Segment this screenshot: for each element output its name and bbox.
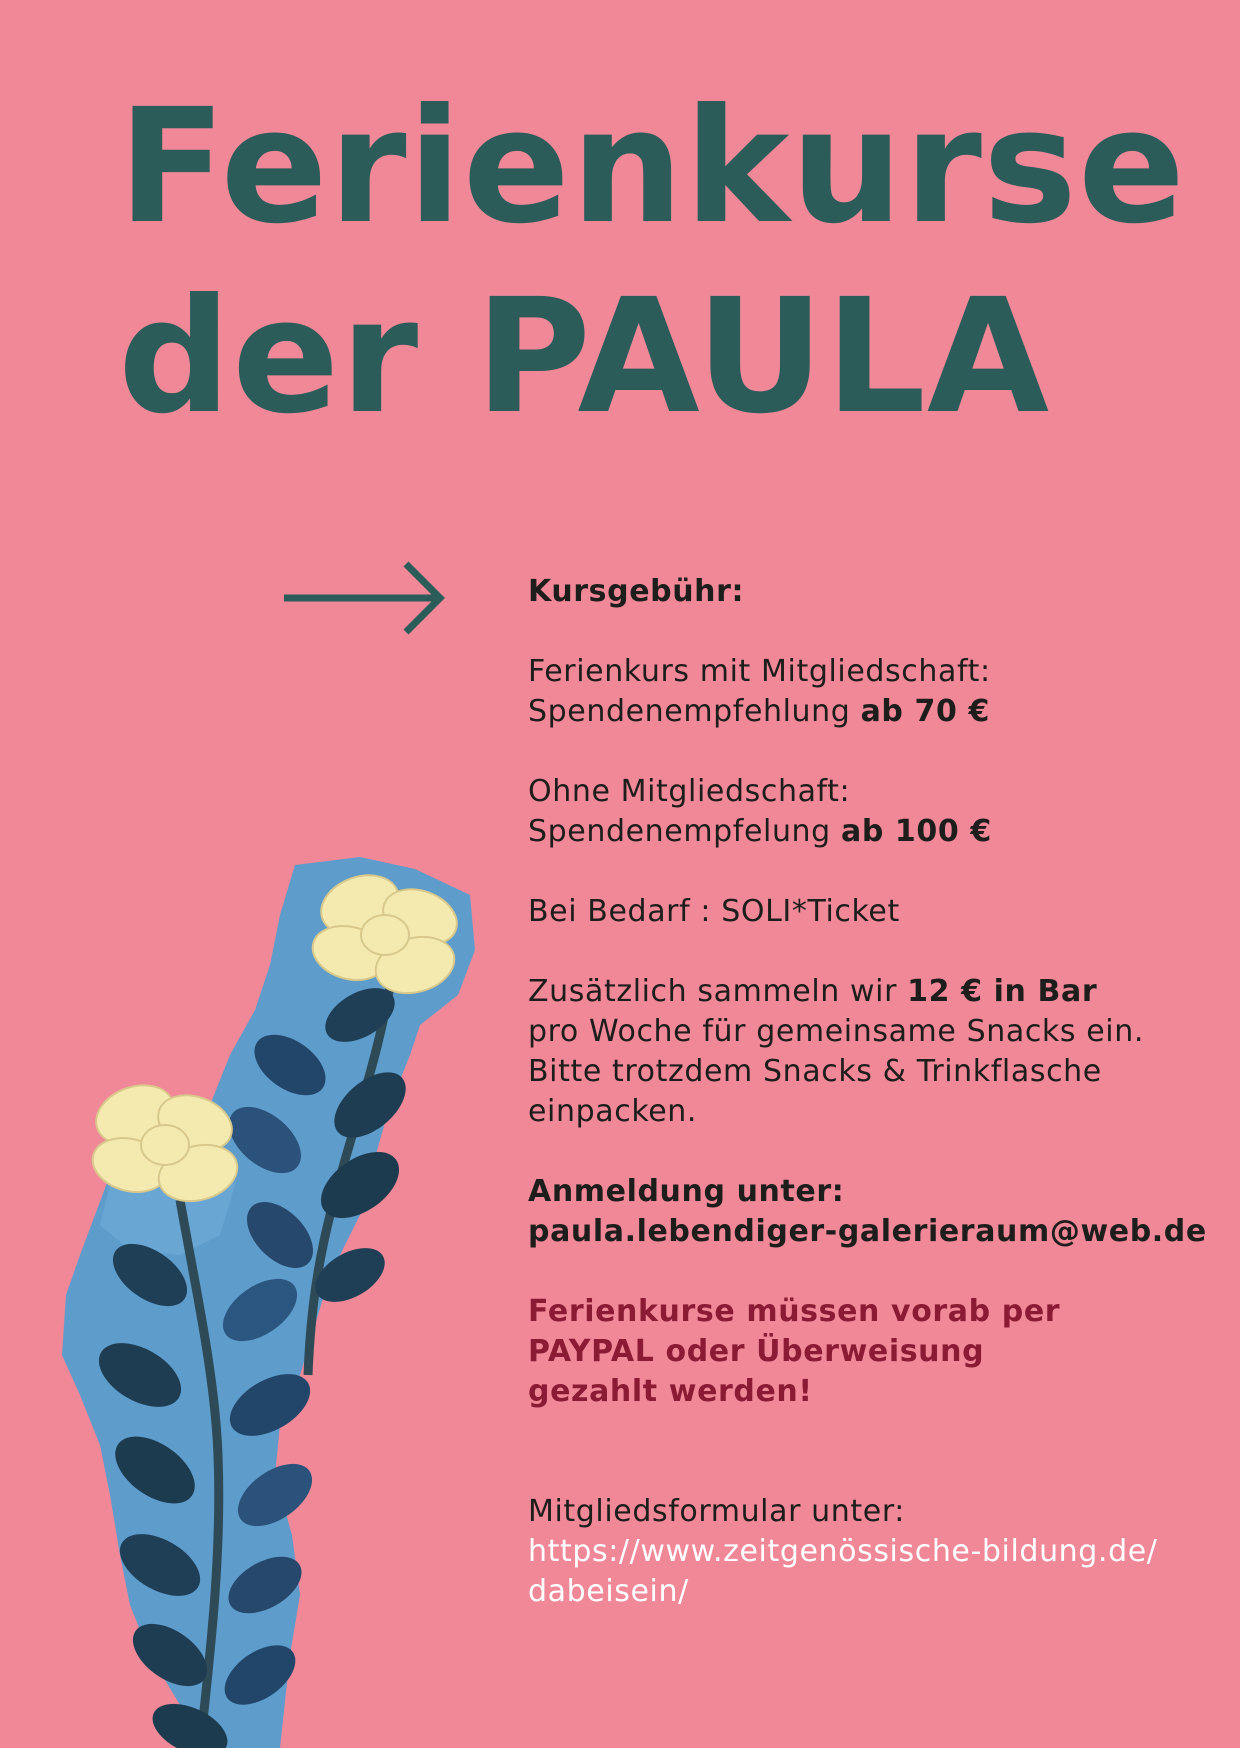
- payment-notice: [528, 1292, 1218, 1412]
- snacks-line-1: Zusätzlich sammeln wir 12 € in Bar: [528, 974, 1098, 1009]
- right-arrow-icon: [280, 560, 446, 640]
- snacks-line-2: pro Woche für gemeinsame Snacks ein.: [528, 1014, 1144, 1049]
- non-member-fee: [528, 772, 1218, 852]
- member-fee: [528, 652, 1218, 732]
- info-block: [528, 572, 1218, 1652]
- member-price: Spendenempfehlung ab 70 €: [528, 694, 991, 729]
- registration-label: Anmeldung unter:: [528, 1174, 845, 1209]
- membership-form-url-2[interactable]: dabeisein/: [528, 1574, 689, 1609]
- headline-line-1: Ferienkurse: [118, 75, 1187, 259]
- member-label: Ferienkurs mit Mitgliedschaft:: [528, 654, 991, 689]
- snacks-line-4: einpacken.: [528, 1094, 698, 1129]
- payment-notice-line-1: Ferienkurse müssen vorab per: [528, 1294, 1061, 1329]
- membership-form-label: Mitgliedsformular unter:: [528, 1494, 905, 1529]
- headline-line-2: der PAULA: [118, 265, 1051, 449]
- registration-email[interactable]: paula.lebendiger-galerieraum@web.de: [528, 1214, 1207, 1249]
- flower-illustration: [60, 855, 490, 1748]
- payment-notice-line-2: PAYPAL oder Überweisung: [528, 1334, 985, 1369]
- fee-heading: Kursgebühr:: [528, 574, 745, 609]
- non-member-price: Spendenempfelung ab 100 €: [528, 814, 992, 849]
- membership-form: [528, 1492, 1218, 1612]
- snacks-note: [528, 972, 1218, 1132]
- payment-notice-line-3: gezahlt werden!: [528, 1374, 813, 1409]
- snacks-line-3: Bitte trotzdem Snacks & Trinkflasche: [528, 1054, 1102, 1089]
- non-member-label: Ohne Mitgliedschaft:: [528, 774, 851, 809]
- registration: [528, 1172, 1218, 1252]
- poster-headline: [118, 72, 1186, 452]
- membership-form-url-1[interactable]: https://www.zeitgenössische-bildung.de/: [528, 1534, 1158, 1569]
- soli-ticket: Bei Bedarf : SOLI*Ticket: [528, 894, 900, 929]
